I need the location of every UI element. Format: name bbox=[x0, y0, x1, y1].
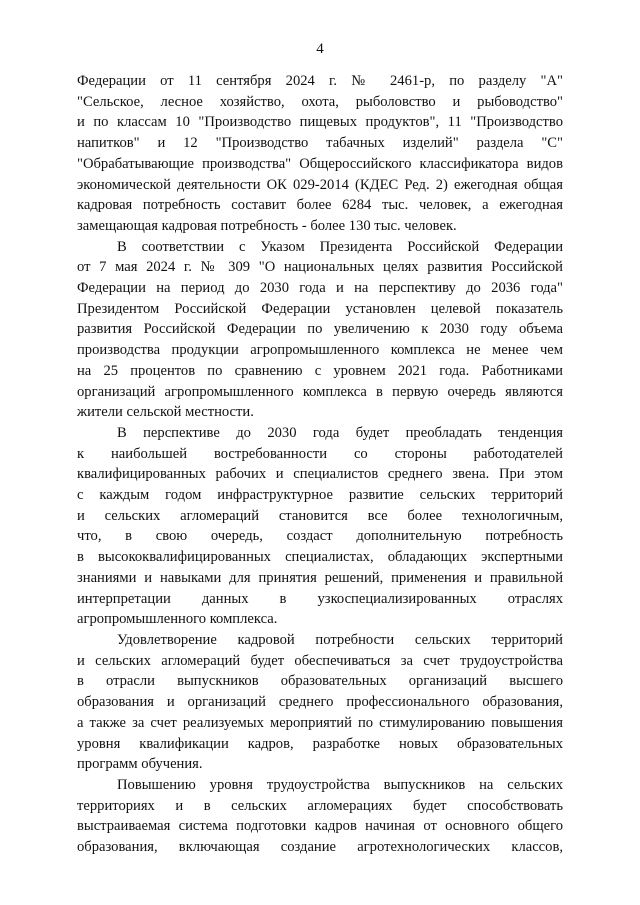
text-line: и сельских агломераций становится все более технологичным, bbox=[77, 507, 563, 524]
text-line: производства продукции агропромышленного комплекса не менее чем bbox=[77, 342, 563, 359]
text-line: агропромышленного комплекса. bbox=[77, 611, 278, 628]
text-line: жители сельской местности. bbox=[77, 404, 254, 421]
text-line: Повышению уровня трудоустройства выпускников на сельских bbox=[117, 776, 563, 793]
paragraph bbox=[77, 630, 563, 775]
text-line: Федерации на период до 2030 года и на перспективу до 2036 года" bbox=[77, 280, 563, 297]
text-line: квалифицированных рабочих и специалистов среднего звена. При этом bbox=[77, 466, 563, 483]
text-line: территориях и в сельских агломерациях будет способствовать bbox=[77, 797, 563, 814]
text-line: а также за счет реализуемых мероприятий по стимулированию повышения bbox=[77, 714, 563, 731]
text-line: на 25 процентов по сравнению с уровнем 2021 года. Работниками bbox=[77, 362, 563, 379]
text-line: кадровая потребность составит более 6284 тыс. человек, а ежегодная bbox=[77, 197, 563, 214]
text-line: знаниями и навыками для принятия решений, применения и правильной bbox=[77, 569, 563, 586]
text-line: Президентом Российской Федерации установлен целевой показатель bbox=[77, 300, 563, 317]
text-line: выстраиваемая система подготовки кадров начиная от основного общего bbox=[77, 818, 563, 835]
text-line: от 7 мая 2024 г. № 309 "О национальных целях развития Российской bbox=[77, 259, 563, 276]
text-line: уровня квалификации кадров, разработке новых образовательных bbox=[77, 735, 563, 752]
text-line: в высококвалифицированных специалистах, обладающих экспертными bbox=[77, 549, 563, 566]
text-line: Федерации от 11 сентября 2024 г. № 2461-р, по разделу "А" bbox=[77, 73, 563, 89]
text-line: в отрасли выпускников образовательных организаций высшего bbox=[77, 673, 563, 690]
paragraph bbox=[77, 423, 563, 630]
text-line: организаций агропромышленного комплекса в первую очередь являются bbox=[77, 383, 563, 400]
text-line: с каждым годом инфраструктурное развитие сельских территорий bbox=[77, 487, 563, 504]
text-line: В соответствии с Указом Президента Российской Федерации bbox=[117, 238, 563, 255]
text-line: напитков" и 12 "Производство табачных изделий" раздела "С" bbox=[77, 135, 563, 152]
paragraph bbox=[77, 237, 563, 423]
text-line: "Обрабатывающие производства" Общероссийского классификатора видов bbox=[77, 155, 563, 172]
text-line: развития Российской Федерации по увеличению к 2030 году объема bbox=[77, 321, 563, 338]
text-line: образования, включающая создание агротехнологических классов, bbox=[77, 839, 563, 856]
paragraph bbox=[77, 71, 563, 237]
text-line: программ обучения. bbox=[77, 756, 203, 773]
text-line: образования и организаций среднего профессионального образования, bbox=[77, 694, 563, 711]
text-line: что, в свою очередь, создаст дополнительную потребность bbox=[77, 528, 563, 545]
text-line: интерпретации данных в узкоспециализированных отраслях bbox=[77, 590, 563, 607]
paragraph bbox=[77, 775, 563, 858]
text-line: экономической деятельности ОК 029-2014 (КДЕС Ред. 2) ежегодная общая bbox=[77, 176, 563, 193]
text-line: и по классам 10 "Производство пищевых продуктов", 11 "Производство bbox=[77, 114, 563, 131]
text-line: В перспективе до 2030 года будет преобладать тенденция bbox=[117, 424, 563, 441]
document-body bbox=[77, 71, 563, 858]
page-number: 4 bbox=[316, 41, 324, 57]
text-line: к наибольшей востребованности со стороны работодателей bbox=[77, 445, 563, 462]
text-line: и сельских агломераций будет обеспечиваться за счет трудоустройства bbox=[77, 652, 563, 669]
text-line: замещающая кадровая потребность - более 130 тыс. человек. bbox=[77, 217, 457, 234]
text-line: Удовлетворение кадровой потребности сельских территорий bbox=[117, 631, 563, 648]
text-line: "Сельское, лесное хозяйство, охота, рыболовство и рыбоводство" bbox=[77, 93, 563, 110]
